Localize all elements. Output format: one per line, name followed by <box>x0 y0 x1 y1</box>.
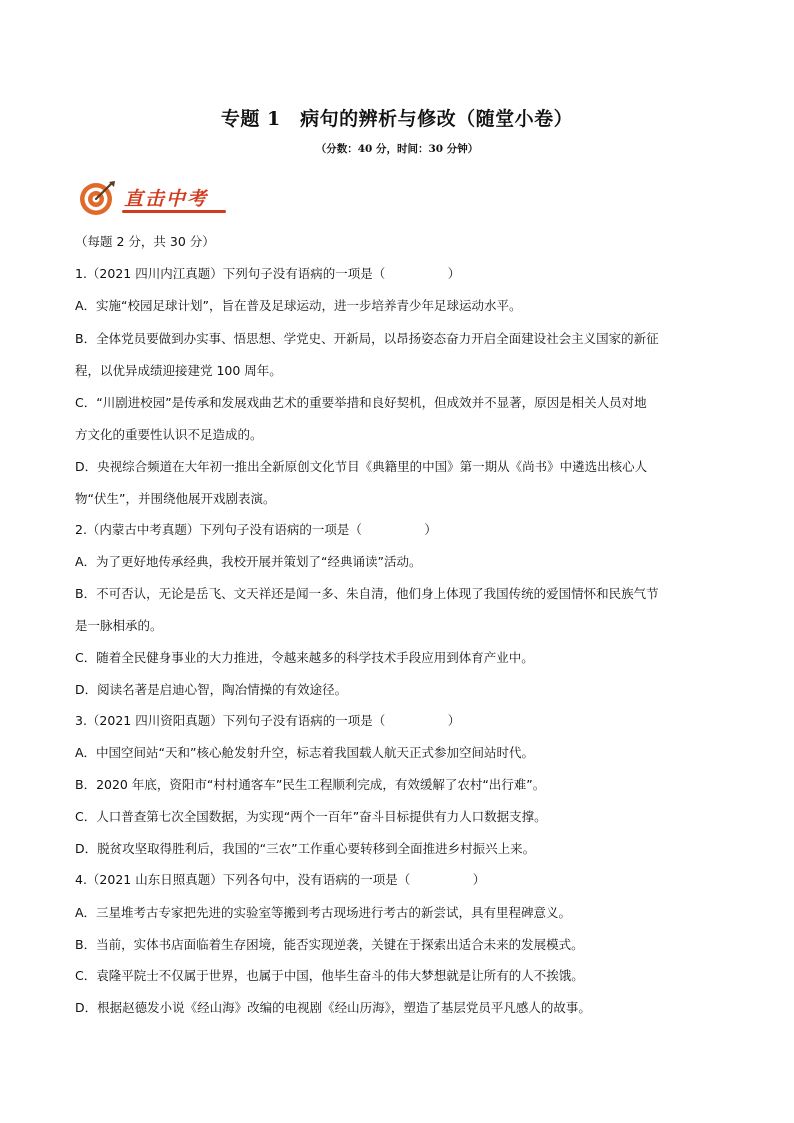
question-3-option-d: D．脱贫攻坚取得胜利后，我国的“三农”工作重心要转移到全面推进乡村振兴上来。 <box>75 841 536 856</box>
question-2-stem: 2.（内蒙古中考真题）下列句子没有语病的一项是（ ） <box>75 522 437 537</box>
question-1-option-b: B．全体党员要做到办实事、悟思想、学党史、开新局，以昂扬姿态奋力开启全面建设社会主义国家的新征 <box>75 331 659 346</box>
question-1-option-a: A．实施“校园足球计划”，旨在普及足球运动，进一步培养青少年足球运动水平。 <box>75 298 522 313</box>
question-1-option-d-cont: 物“伏生”，并围绕他展开戏剧表演。 <box>75 491 276 506</box>
section-badge <box>78 178 228 218</box>
question-4-option-c: C．袁隆平院士不仅属于世界，也属于中国，他毕生奋斗的伟大梦想就是让所有的人不挨饿。 <box>75 968 584 983</box>
score-note: （每题 2 分，共 30 分） <box>75 234 215 249</box>
question-4-option-d: D．根据赵德发小说《经山海》改编的电视剧《经山历海》，塑造了基层党员平凡感人的故事。 <box>75 1000 591 1015</box>
question-2-option-a: A．为了更好地传承经典，我校开展并策划了“经典诵读”活动。 <box>75 554 422 569</box>
question-3-option-c: C．人口普查第七次全国数据，为实现“两个一百年”奋斗目标提供有力人口数据支撑。 <box>75 809 547 824</box>
question-3-option-b: B．2020 年底，资阳市“村村通客车”民生工程顺利完成，有效缓解了农村“出行难”。 <box>75 777 546 792</box>
question-2-option-b: B．不可否认，无论是岳飞、文天祥还是闻一多、朱自清，他们身上体现了我国传统的爱国情怀和民族气节 <box>75 586 659 601</box>
question-1-option-b-cont: 程，以优异成绩迎接建党 100 周年。 <box>75 363 282 378</box>
question-2-option-b-cont: 是一脉相承的。 <box>75 618 163 633</box>
section-badge-label: 直击中考 <box>124 188 209 210</box>
question-1-stem: 1.（2021 四川内江真题）下列句子没有语病的一项是（ ） <box>75 266 461 281</box>
question-1-option-c: C．“川剧进校园”是传承和发展戏曲艺术的重要举措和良好契机，但成效并不显著，原因是相关人员对地 <box>75 395 647 410</box>
question-2-option-d: D．阅读名著是启迪心智，陶冶情操的有效途径。 <box>75 682 348 697</box>
question-3-option-a: A．中国空间站“天和”核心舱发射升空，标志着我国载人航天正式参加空间站时代。 <box>75 745 535 760</box>
question-1-option-d: D．央视综合频道在大年初一推出全新原创文化节目《典籍里的中国》第一期从《尚书》中遴选出核心人 <box>75 459 648 474</box>
section-badge-underline <box>122 210 226 213</box>
question-4-stem: 4.（2021 山东日照真题）下列各句中，没有语病的一项是（ ） <box>75 872 486 887</box>
page-subtitle: （分数：40 分，时间：30 分钟） <box>315 143 479 155</box>
page-title: 专题 1 病句的辨析与修改（随堂小卷） <box>220 108 574 130</box>
question-4-option-a: A．三星堆考古专家把先进的实验室等搬到考古现场进行考古的新尝试，具有里程碑意义。 <box>75 905 572 920</box>
target-icon <box>78 178 118 218</box>
question-2-option-c: C．随着全民健身事业的大力推进，令越来越多的科学技术手段应用到体育产业中。 <box>75 650 534 665</box>
question-4-option-b: B．当前，实体书店面临着生存困境，能否实现逆袭，关键在于探索出适合未来的发展模式。 <box>75 937 584 952</box>
question-1-option-c-cont: 方文化的重要性认识不足造成的。 <box>75 427 263 442</box>
question-3-stem: 3.（2021 四川资阳真题）下列句子没有语病的一项是（ ） <box>75 713 461 728</box>
